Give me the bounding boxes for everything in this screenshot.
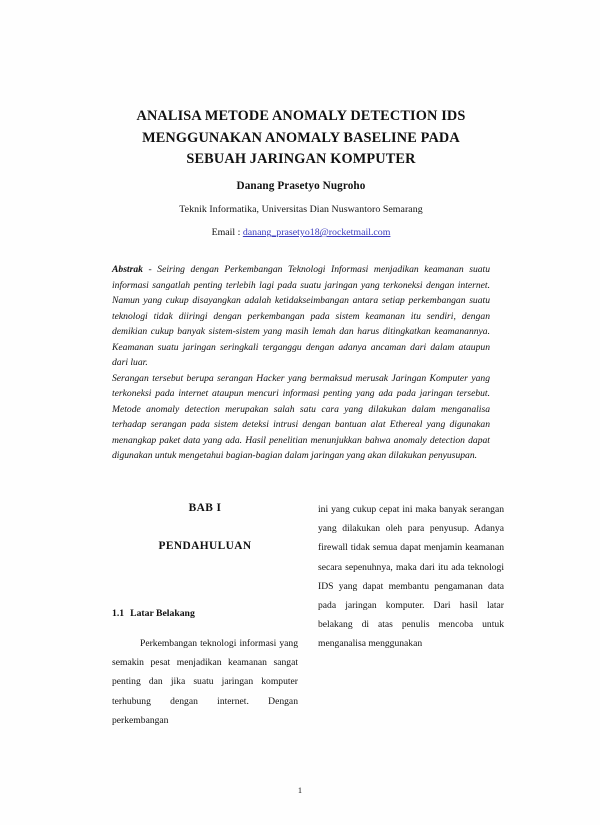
section-number: 1.1 [112,608,125,619]
page-number: 1 [297,786,303,795]
abstract-text-2c: merupakan salah satu cara yang dilakukan dalam menganalisa terhadap serangan pada sistem deteksi intrusi dengan bantuan alat Ethereal yang digunakan menangkap paket data yang ada. Hasil penelitian menunjukkan bahwa [112,403,490,446]
section-title: Latar Belakang [130,608,195,619]
abstract-paragraph-2 [112,371,490,464]
chapter-title: PENDAHULUAN [158,540,252,552]
right-column-paragraph: ini yang cukup cepat ini maka banyak serangan yang dilakukan oleh para penyusup. Adanya firewall tidak semua dapat menjamin keamanan secara sepenuhnya, maka dari itu ada teknologi IDS yang dapat membantu pengamanan data pada jaringan komputer. Dari hasil latar belakang di atas penulis mencoba untuk menganalisa menggunakan [318,504,504,650]
title-line-2: MENGGUNAKAN ANOMALY BASELINE PADA [142,129,460,146]
email-label: Email : [211,227,241,239]
term-anomaly-detection-1: anomaly detection [146,403,220,415]
abstract-text-1: Seiring dengan Perkembangan Teknologi Informasi menjadikan keamanan suatu informasi sangatlah penting terlebih lagi pada suatu jaringan yang terkoneksi dengan internet. Namun yang cukup disayangkan adalah ketidakseimbangan antara setiap perkembangan suatu teknologi tidak diiringi dengan perkembangan pada sistem keamanan itu sendiri, dengan demikian cukup banyak sistem-sistem yang masih lemah dan harus ditingkatkan keamanannya. Keamanan suatu jaringan seringkali terganggu dengan adanya ancaman dari dalam ataupun dari luar. [112,264,490,369]
author-affiliation: Teknik Informatika, Universitas Dian Nuswantoro Semarang [179,204,423,216]
title-line-1: ANALISA METODE ANOMALY DETECTION IDS [136,108,466,124]
abstract-dash: - [142,264,158,275]
author-name: Danang Prasetyo Nugroho [236,180,366,193]
page-title [110,106,492,171]
abstract-text-2b: yang bermaksud merusak Jaringan Komputer yang terkoneksi pada internet ataupun mencuri informasi penting yang ada pada jaringan tersebut. Metode [112,372,490,415]
title-line-3: SEBUAH JARINGAN KOMPUTER [186,151,416,168]
abstract-text-2d: dapat digunakan untuk mengetahui bagian-bagian dalam jaringan yang akan dilakukan penyusupan. [112,434,490,462]
body-column-left [112,634,298,730]
email-line [110,227,492,238]
term-hacker: Hacker [256,372,285,384]
section-heading [112,608,298,619]
email-link[interactable]: danang_prasetyo18@rocketmail.com [242,227,391,239]
chapter-label: BAB I [188,502,222,514]
left-column-paragraph: Perkembangan teknologi informasi yang semakin pesat menjadikan keamanan sangat penting dan jika suatu jaringan komputer terhubung dengan internet. Dengan perkembangan [112,638,298,726]
term-anomaly-detection-2: anomaly detection [393,434,465,446]
title-block [110,106,492,238]
body-column-right [318,500,504,654]
abstract-heading: Abstrak [112,264,143,275]
abstract-section [112,262,490,464]
abstract-text-2a: Serangan tersebut berupa serangan [112,372,257,384]
abstract-paragraph-1 [112,262,490,371]
